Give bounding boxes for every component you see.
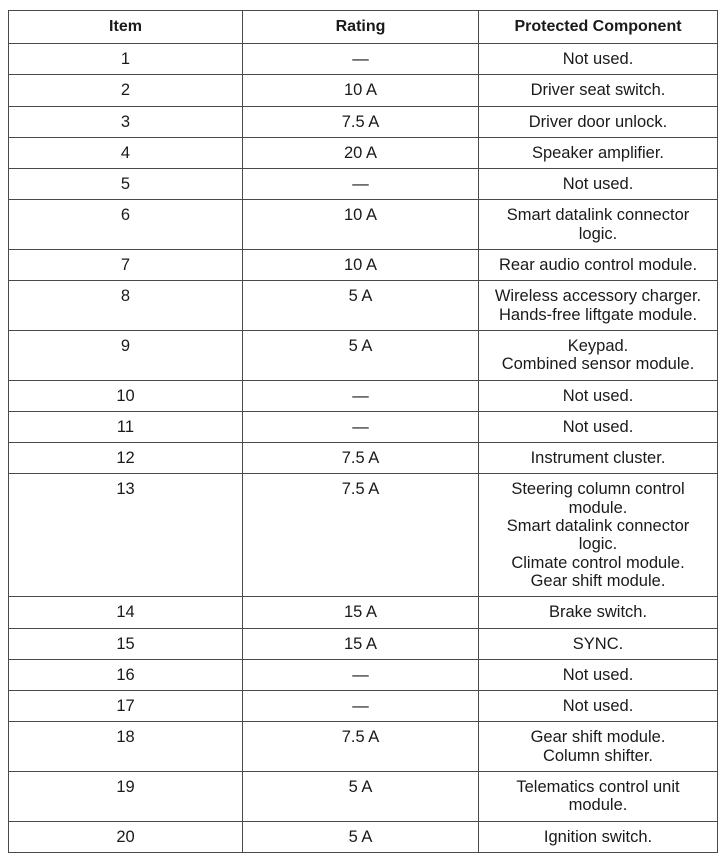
table-row [9, 330, 718, 380]
component-line: Wireless accessory charger. [494, 287, 702, 306]
table-row [9, 628, 718, 659]
component-line: Ignition switch. [543, 827, 653, 846]
cell-rating: 10 A [243, 200, 479, 250]
table-row [9, 772, 718, 822]
table-row [9, 200, 718, 250]
component-line: module. [568, 498, 628, 517]
cell-protected-component [479, 75, 718, 106]
cell-protected-component [479, 821, 718, 852]
cell-item: 19 [9, 772, 243, 822]
cell-protected-component [479, 443, 718, 474]
cell-protected-component [479, 659, 718, 690]
table-row [9, 75, 718, 106]
cell-rating: 10 A [243, 75, 479, 106]
component-line: Not used. [562, 417, 634, 436]
cell-rating: — [243, 411, 479, 442]
header-rating: Rating [243, 11, 479, 44]
component-line: Combined sensor module. [501, 355, 695, 374]
cell-item: 3 [9, 106, 243, 137]
cell-item: 17 [9, 691, 243, 722]
component-line: Brake switch. [548, 603, 648, 622]
cell-protected-component [479, 44, 718, 75]
table-row [9, 821, 718, 852]
component-line: Not used. [562, 386, 634, 405]
component-line: Gear shift module. [530, 728, 666, 747]
cell-protected-component [479, 474, 718, 597]
cell-rating: 7.5 A [243, 474, 479, 597]
cell-rating: 15 A [243, 628, 479, 659]
cell-rating: 7.5 A [243, 443, 479, 474]
component-line: logic. [578, 535, 618, 554]
table-row [9, 137, 718, 168]
component-line: Driver seat switch. [530, 81, 666, 100]
cell-protected-component [479, 411, 718, 442]
table-row [9, 250, 718, 281]
cell-rating: 7.5 A [243, 722, 479, 772]
table-row [9, 443, 718, 474]
component-line: Climate control module. [511, 553, 685, 572]
cell-rating: 7.5 A [243, 106, 479, 137]
table-body [9, 44, 718, 853]
cell-protected-component [479, 281, 718, 331]
component-line: Not used. [562, 50, 634, 68]
component-line: Instrument cluster. [530, 449, 666, 468]
table-row [9, 281, 718, 331]
component-line: Speaker amplifier. [531, 143, 665, 162]
table-row [9, 722, 718, 772]
cell-rating: — [243, 659, 479, 690]
component-line: Rear audio control module. [498, 256, 698, 275]
component-line: Not used. [562, 175, 634, 194]
cell-item: 13 [9, 474, 243, 597]
cell-rating: 5 A [243, 772, 479, 822]
component-line: Hands-free liftgate module. [498, 305, 698, 324]
cell-item: 15 [9, 628, 243, 659]
cell-protected-component [479, 380, 718, 411]
cell-rating: — [243, 691, 479, 722]
cell-protected-component [479, 137, 718, 168]
component-line: Not used. [562, 697, 634, 716]
table-row [9, 474, 718, 597]
cell-item: 1 [9, 44, 243, 75]
cell-rating: 5 A [243, 330, 479, 380]
table-row [9, 659, 718, 690]
table-header-row [9, 11, 718, 44]
table-row [9, 691, 718, 722]
component-line: Not used. [562, 665, 634, 684]
cell-item: 16 [9, 659, 243, 690]
cell-protected-component [479, 597, 718, 628]
component-line: SYNC. [572, 634, 624, 653]
header-protected-component: Protected Component [479, 11, 718, 44]
cell-rating: — [243, 44, 479, 75]
cell-rating: 5 A [243, 281, 479, 331]
component-line: Smart datalink connector [506, 206, 690, 225]
cell-item: 5 [9, 169, 243, 200]
cell-item: 12 [9, 443, 243, 474]
component-line: Driver door unlock. [528, 112, 668, 131]
table-row [9, 380, 718, 411]
component-line: Steering column control [511, 480, 685, 499]
table-row [9, 411, 718, 442]
cell-item: 7 [9, 250, 243, 281]
cell-protected-component [479, 691, 718, 722]
cell-item: 10 [9, 380, 243, 411]
cell-item: 18 [9, 722, 243, 772]
header-item: Item [9, 11, 243, 44]
table-row [9, 44, 718, 75]
cell-item: 14 [9, 597, 243, 628]
table-row [9, 106, 718, 137]
component-line: Smart datalink connector [506, 517, 690, 536]
component-line: Column shifter. [542, 746, 654, 765]
cell-protected-component [479, 330, 718, 380]
cell-item: 6 [9, 200, 243, 250]
fuse-table [8, 10, 718, 853]
cell-protected-component [479, 628, 718, 659]
component-line: logic. [578, 224, 618, 243]
component-line: Telematics control unit [516, 778, 680, 797]
cell-item: 20 [9, 821, 243, 852]
cell-protected-component [479, 106, 718, 137]
table-row [9, 597, 718, 628]
cell-protected-component [479, 250, 718, 281]
cell-item: 11 [9, 411, 243, 442]
cell-rating: 15 A [243, 597, 479, 628]
cell-rating: 10 A [243, 250, 479, 281]
component-line: Gear shift module. [530, 571, 666, 590]
component-line: module. [568, 796, 628, 815]
cell-item: 2 [9, 75, 243, 106]
cell-protected-component [479, 169, 718, 200]
cell-protected-component [479, 200, 718, 250]
fuse-table-container [8, 10, 717, 853]
component-line: Keypad. [567, 336, 629, 355]
cell-item: 9 [9, 330, 243, 380]
cell-rating: 20 A [243, 137, 479, 168]
cell-item: 4 [9, 137, 243, 168]
cell-rating: — [243, 380, 479, 411]
cell-rating: — [243, 169, 479, 200]
cell-rating: 5 A [243, 821, 479, 852]
cell-item: 8 [9, 281, 243, 331]
table-row [9, 169, 718, 200]
cell-protected-component [479, 772, 718, 822]
cell-protected-component [479, 722, 718, 772]
